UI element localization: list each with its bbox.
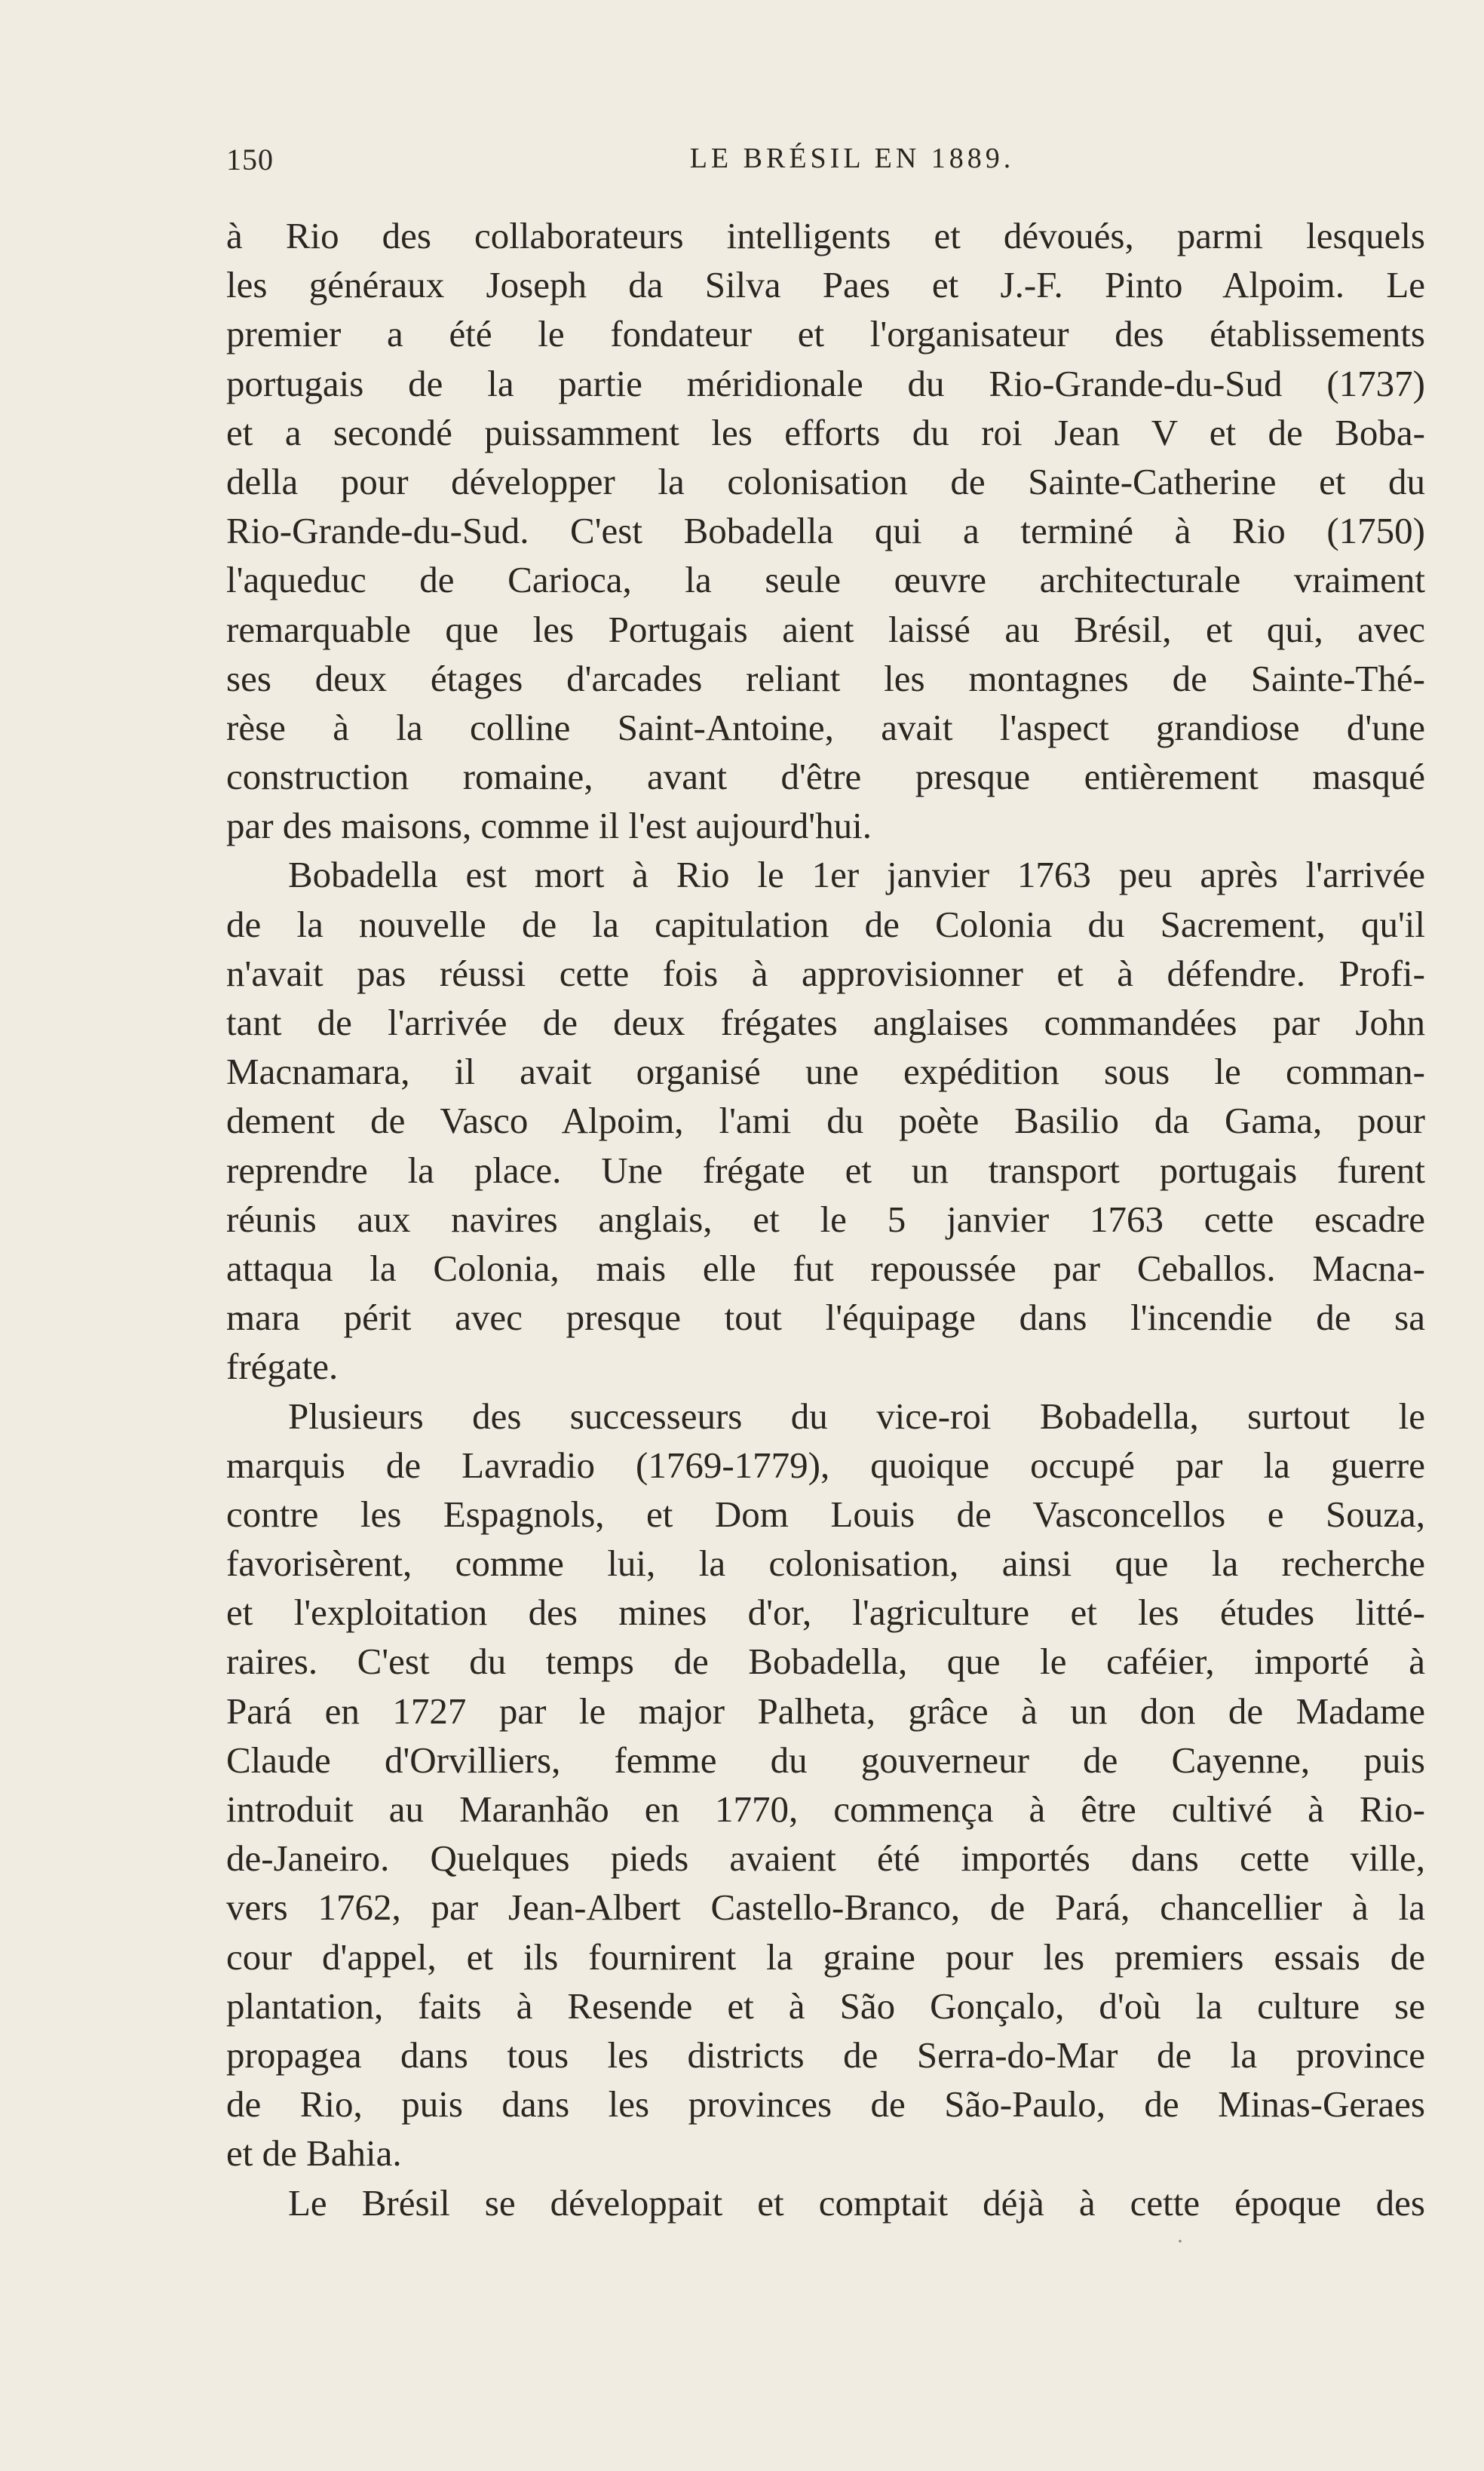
text-line: ses deux étages d'arcades reliant les montagnes de Sainte-Thé- (226, 657, 1425, 699)
text-line: vers 1762, par Jean-Albert Castello-Branco, de Pará, chancellier à la (226, 1886, 1425, 1929)
text-line: Rio-Grande-du-Sud. C'est Bobadella qui a terminé à Rio (1750) (226, 510, 1425, 552)
print-speck: · (1176, 2229, 1184, 2254)
running-head (226, 142, 1425, 187)
text-line: tant de l'arrivée de deux frégates anglaises commandées par John (226, 1002, 1425, 1043)
text-line: premier a été le fondateur et l'organisateur des établissements (226, 313, 1425, 355)
text-line: remarquable que les Portugais aient laissé au Brésil, et qui, avec (226, 608, 1425, 650)
text-line: de-Janeiro. Quelques pieds avaient été importés dans cette ville, (226, 1837, 1425, 1880)
text-line: et de Bahia. (226, 2132, 402, 2175)
text-line: de Rio, puis dans les provinces de São-Paulo, de Minas-Geraes (226, 2083, 1425, 2126)
text-line: reprendre la place. Une frégate et un transport portugais furent (226, 1149, 1425, 1191)
text-line: par des maisons, comme il l'est aujourd'hui. (226, 805, 872, 847)
text-line: marquis de Lavradio (1769-1779), quoique occupé par la guerre (226, 1444, 1425, 1486)
text-line: Le Brésil se développait et comptait déjà à cette époque des (288, 2181, 1425, 2224)
text-line: Plusieurs des successeurs du vice-roi Bobadella, surtout le (288, 1395, 1425, 1437)
text-line: cour d'appel, et ils fournirent la graine pour les premiers essais de (226, 1935, 1425, 1978)
text-line: frégate. (226, 1346, 339, 1388)
text-line: mara périt avec presque tout l'équipage dans l'incendie de sa (226, 1297, 1425, 1339)
text-line: les généraux Joseph da Silva Paes et J.-F. Pinto Alpoim. Le (226, 264, 1425, 306)
text-line: favorisèrent, comme lui, la colonisation, ainsi que la recherche (226, 1542, 1425, 1585)
text-line: construction romaine, avant d'être presque entièrement masqué (226, 756, 1425, 798)
text-line: raires. C'est du temps de Bobadella, que le caféier, importé à (226, 1641, 1425, 1683)
text-line: et a secondé puissamment les efforts du roi Jean V et de Boba- (226, 411, 1425, 453)
text-line: Macnamara, il avait organisé une expédition sous le comman- (226, 1051, 1425, 1093)
text-line: Claude d'Orvilliers, femme du gouverneur de Cayenne, puis (226, 1739, 1425, 1781)
running-title: LE BRÉSIL EN 1889. (689, 143, 1015, 174)
text-line: della pour développer la colonisation de Sainte-Catherine et du (226, 460, 1425, 502)
text-line: dement de Vasco Alpoim, l'ami du poète Basilio da Gama, pour (226, 1100, 1425, 1142)
text-line: à Rio des collaborateurs intelligents et dévoués, parmi lesquels (226, 215, 1425, 256)
text-line: l'aqueduc de Carioca, la seule œuvre architecturale vraiment (226, 559, 1425, 601)
text-line: portugais de la partie méridionale du Rio-Grande-du-Sud (1737) (226, 362, 1425, 404)
text-line: introduit au Maranhão en 1770, commença à être cultivé à Rio- (226, 1788, 1425, 1830)
text-line: rèse à la colline Saint-Antoine, avait l'aspect grandiose d'une (226, 706, 1425, 748)
text-line: plantation, faits à Resende et à São Gonçalo, d'où la culture se (226, 1984, 1425, 2027)
text-line: contre les Espagnols, et Dom Louis de Vasconcellos e Souza, (226, 1493, 1425, 1535)
page-number: 150 (226, 143, 274, 176)
text-line: réunis aux navires anglais, et le 5 janvier 1763 cette escadre (226, 1198, 1425, 1240)
text-line: de la nouvelle de la capitulation de Colonia du Sacrement, qu'il (226, 903, 1425, 945)
text-line: attaqua la Colonia, mais elle fut repoussée par Ceballos. Macna- (226, 1247, 1425, 1289)
text-line: Pará en 1727 par le major Palheta, grâce à un don de Madame (226, 1690, 1425, 1732)
text-line: et l'exploitation des mines d'or, l'agriculture et les études litté- (226, 1592, 1425, 1634)
text-line: n'avait pas réussi cette fois à approvisionner et à défendre. Profi- (226, 952, 1425, 994)
body-text (226, 211, 1425, 2227)
text-line: Bobadella est mort à Rio le 1er janvier 1763 peu après l'arrivée (288, 854, 1425, 896)
text-line: propagea dans tous les districts de Serra-do-Mar de la province (226, 2034, 1425, 2076)
